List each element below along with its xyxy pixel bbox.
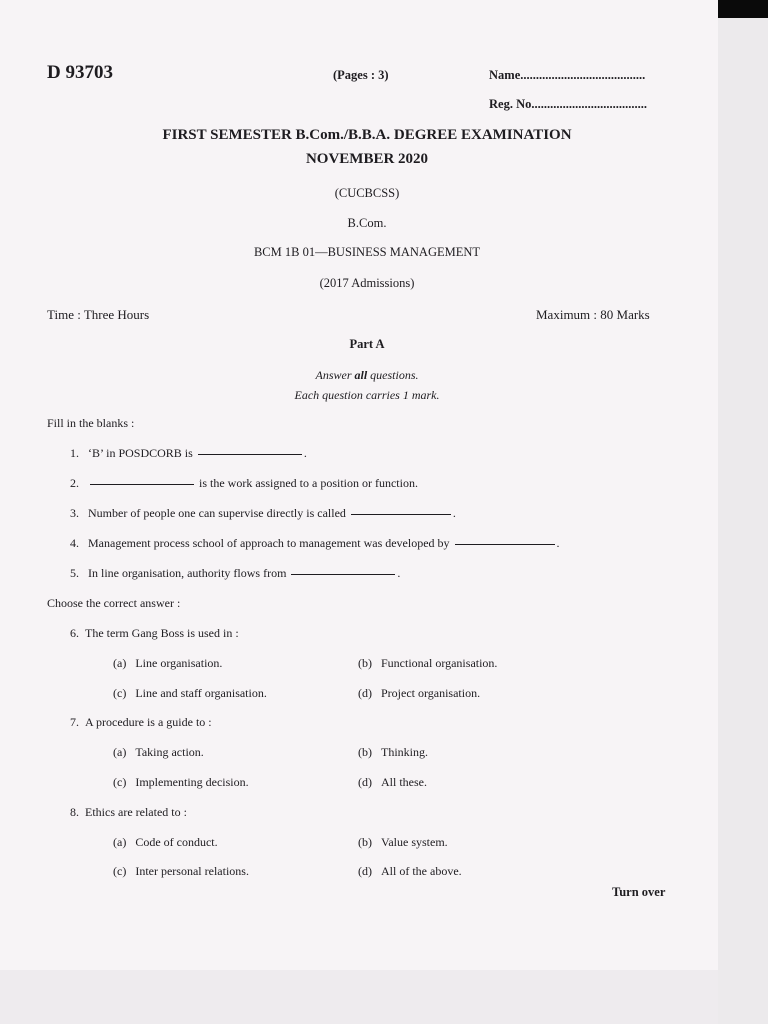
option-6d: [358, 686, 480, 701]
option-text: Implementing decision.: [135, 775, 249, 789]
option-text: Functional organisation.: [381, 656, 498, 670]
option-key: (d): [358, 686, 372, 700]
question-text: A procedure is a guide to :: [85, 715, 212, 729]
question-text-end: is the work assigned to a position or function.: [196, 476, 418, 490]
option-8b: [358, 835, 448, 850]
maximum-marks: Maximum : 80 Marks: [536, 307, 650, 322]
scan-margin-right: [718, 0, 768, 1024]
question-number: 7.: [70, 715, 79, 729]
question-number: 5.: [70, 566, 79, 580]
option-key: (a): [113, 745, 127, 759]
scan-corner: [718, 0, 768, 18]
answer-blank: [455, 544, 555, 545]
reg-no-field-label: Reg. No.....................................: [489, 97, 647, 111]
question-number: 8.: [70, 805, 79, 819]
question-number: 4.: [70, 536, 79, 550]
option-6c: [113, 686, 267, 701]
instruction-prefix: Answer: [315, 368, 355, 382]
option-key: (d): [358, 775, 372, 789]
option-text: Code of conduct.: [135, 835, 218, 849]
question-text: ‘B’ in POSDCORB is: [88, 446, 196, 460]
option-text: Thinking.: [381, 745, 428, 759]
option-key: (b): [358, 656, 372, 670]
question-number: 3.: [70, 506, 79, 520]
answer-blank: [90, 484, 194, 485]
answer-blank: [198, 454, 302, 455]
page-count: (Pages : 3): [333, 68, 389, 82]
answer-blank: [291, 574, 395, 575]
option-key: (c): [113, 686, 127, 700]
question-number: 2.: [70, 476, 79, 490]
option-7c: [113, 775, 249, 790]
question-number: 1.: [70, 446, 79, 460]
course-name: B.Com.: [347, 216, 387, 230]
question-text: Management process school of approach to management was developed by: [88, 536, 453, 550]
paper-code: D 93703: [47, 62, 113, 83]
question-text: Number of people one can supervise directly is called: [88, 506, 349, 520]
fill-blanks-heading: Fill in the blanks :: [47, 416, 135, 430]
paper-title: BCM 1B 01—BUSINESS MANAGEMENT: [253, 245, 481, 259]
option-key: (c): [113, 864, 127, 878]
option-text: Line organisation.: [135, 656, 223, 670]
option-8d: [358, 864, 462, 879]
question-number: 6.: [70, 626, 79, 640]
option-text: Line and staff organisation.: [135, 686, 267, 700]
exam-session: NOVEMBER 2020: [305, 151, 429, 167]
name-field-label: Name........................................: [489, 68, 646, 82]
instruction-suffix: questions.: [367, 368, 419, 382]
option-key: (b): [358, 745, 372, 759]
question-4: [70, 536, 560, 551]
option-8c: [113, 864, 249, 879]
option-text: Value system.: [381, 835, 448, 849]
option-text: All these.: [381, 775, 427, 789]
question-text: The term Gang Boss is used in :: [85, 626, 239, 640]
option-text: Taking action.: [135, 745, 204, 759]
question-2: [70, 476, 418, 491]
turn-over-note: Turn over: [612, 885, 666, 899]
option-text: Project organisation.: [381, 686, 481, 700]
option-text: All of the above.: [381, 864, 462, 878]
option-6b: [358, 656, 497, 671]
exam-title: FIRST SEMESTER B.Com./B.B.A. DEGREE EXAMINATION: [162, 127, 572, 143]
question-6: [70, 626, 239, 641]
admissions-year: (2017 Admissions): [319, 276, 415, 290]
scan-margin-bottom: [0, 970, 718, 1024]
question-3: [70, 506, 456, 521]
answer-blank: [351, 514, 451, 515]
question-8: [70, 805, 187, 820]
option-key: (b): [358, 835, 372, 849]
option-6a: [113, 656, 222, 671]
option-text: Inter personal relations.: [135, 864, 249, 878]
option-8a: [113, 835, 218, 850]
question-text-end: .: [452, 506, 456, 520]
question-5: [70, 566, 400, 581]
question-text-end: .: [397, 566, 401, 580]
part-a-heading: Part A: [349, 337, 385, 351]
option-key: (c): [113, 775, 127, 789]
question-text-end: .: [303, 446, 307, 460]
option-7a: [113, 745, 204, 760]
option-7b: [358, 745, 428, 760]
marks-note: Each question carries 1 mark.: [294, 388, 440, 402]
option-7d: [358, 775, 427, 790]
option-key: (a): [113, 656, 127, 670]
option-key: (d): [358, 864, 372, 878]
question-1: [70, 446, 307, 461]
time-allowed: Time : Three Hours: [47, 307, 150, 322]
part-a-instruction: [8, 368, 726, 383]
choose-answer-heading: Choose the correct answer :: [47, 596, 181, 610]
question-text: Ethics are related to :: [85, 805, 187, 819]
exam-scheme: (CUCBCSS): [334, 186, 400, 200]
instruction-bold: all: [354, 368, 368, 382]
question-text: In line organisation, authority flows from: [88, 566, 290, 580]
question-text-end: .: [556, 536, 560, 550]
option-key: (a): [113, 835, 127, 849]
question-7: [70, 715, 212, 730]
